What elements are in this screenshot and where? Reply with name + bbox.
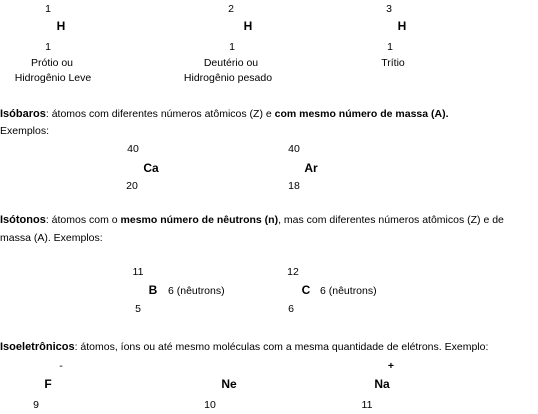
- isoeletronico-3-symbol: Na: [374, 377, 390, 391]
- isobaro-2-atomic: 18: [288, 180, 300, 192]
- isobaros-term: Isóbaros: [0, 108, 46, 120]
- isotonos-text-c: , mas com diferentes números atômicos (Z) e de: [278, 214, 504, 226]
- isobaros-examples-label: Exemplos:: [0, 125, 50, 137]
- isotono-1-mass: 11: [132, 266, 144, 278]
- isotope-1-name-line2: Hidrogênio Leve: [14, 72, 92, 84]
- isotono-2-note: 6 (nêutrons): [320, 285, 377, 297]
- isotono-1-atomic: 5: [135, 303, 141, 315]
- isobaro-2-symbol: Ar: [304, 161, 318, 175]
- isotonos-text-a: : átomos com o: [45, 214, 121, 226]
- isoeletronico-1-atomic: 9: [33, 399, 39, 411]
- isotonos-line2: massa (A). Exemplos:: [0, 232, 103, 244]
- isotope-2-name-line1: Deutério ou: [203, 57, 259, 69]
- isotope-3-mass: 3: [386, 3, 392, 15]
- isoeletronico-3-charge: +: [387, 360, 395, 372]
- isotonos-term: Isótonos: [0, 214, 46, 226]
- isotonos-definition: [0, 214, 504, 227]
- isobaro-1-atomic: 20: [126, 180, 138, 192]
- isotono-1-note: 6 (nêutrons): [168, 285, 225, 297]
- isotope-2-symbol: H: [243, 19, 253, 33]
- isoeletronico-2-symbol: Ne: [221, 377, 237, 391]
- isobaro-1-mass: 40: [127, 143, 139, 155]
- isotope-1-name-line1: Prótio ou: [30, 57, 74, 69]
- isotope-3-name-line1: Trítio: [381, 57, 405, 69]
- isotono-2-symbol: C: [301, 283, 311, 297]
- isoeletronico-1-symbol: F: [44, 377, 52, 391]
- isoeletronico-1-charge: -: [59, 360, 63, 372]
- isotope-2-mass: 2: [228, 3, 234, 15]
- isotope-1-atomic: 1: [45, 41, 51, 53]
- isoeletronico-2-atomic: 10: [204, 399, 216, 411]
- isotonos-text-b: mesmo número de nêutrons (n): [120, 214, 279, 226]
- isobaro-2-mass: 40: [288, 143, 300, 155]
- isotope-1-symbol: H: [56, 19, 66, 33]
- isoeletronicos-definition: [0, 341, 488, 354]
- isoeletronico-3-atomic: 11: [361, 399, 373, 411]
- isotono-2-mass: 12: [287, 266, 299, 278]
- isotono-2-atomic: 6: [288, 303, 294, 315]
- isotope-2-name-line2: Hidrogênio pesado: [183, 72, 273, 84]
- isotope-3-symbol: H: [397, 19, 407, 33]
- isobaros-definition: [0, 108, 449, 121]
- isotope-3-atomic: 1: [387, 41, 393, 53]
- isotope-2-atomic: 1: [229, 41, 235, 53]
- isobaros-text-a: : átomos com diferentes números atômicos (Z) e: [45, 108, 275, 120]
- isoeletronicos-term: Isoeletrônicos: [0, 341, 75, 353]
- isoeletronicos-text: : átomos, íons ou até mesmo moléculas com a mesma quantidade de elétrons. Exemplo:: [74, 341, 489, 353]
- isobaro-1-symbol: Ca: [143, 161, 159, 175]
- isotope-1-mass: 1: [45, 3, 51, 15]
- isotono-1-symbol: B: [148, 283, 158, 297]
- isobaros-text-b: com mesmo número de massa (A).: [274, 108, 449, 120]
